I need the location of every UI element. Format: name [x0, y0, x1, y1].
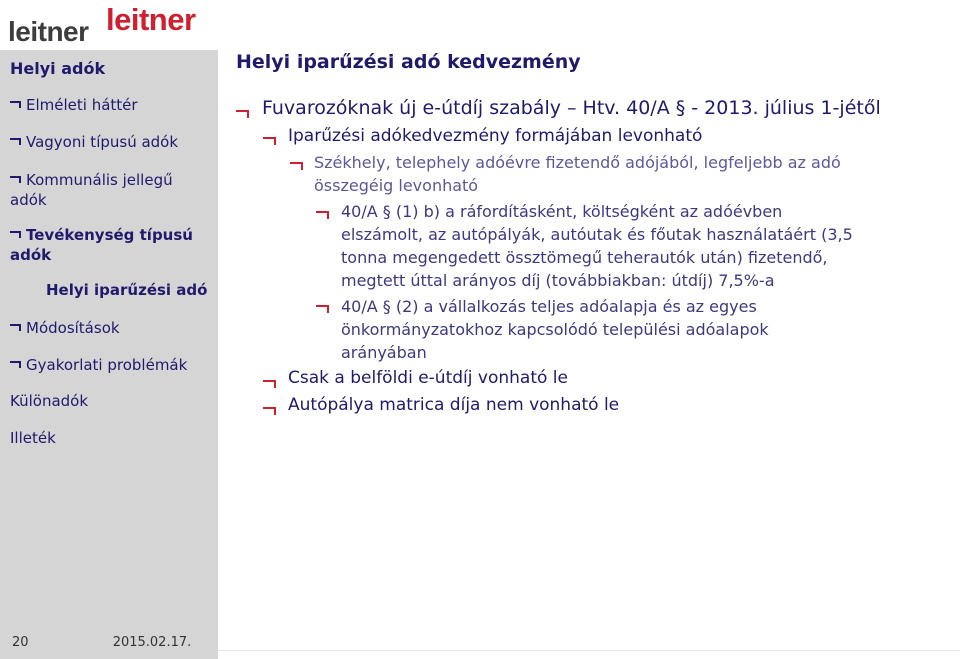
slide-date: 2015.02.17.	[112, 635, 192, 650]
bullet-line: összegéig levonható	[314, 176, 479, 195]
page-title: Helyi iparűzési adó kedvezmény	[236, 51, 581, 73]
bullet-icon	[263, 380, 276, 388]
sidebar-item-label: Elméleti háttér	[26, 96, 138, 114]
sidebar-item-kommunalis[interactable]	[10, 170, 200, 210]
bullet-line: tonna megengedett össztömegű teherautók után) fizetendő,	[341, 248, 828, 267]
divider	[218, 650, 960, 651]
bullet-line: önkormányzatokhoz kapcsolódó települési adóalapok	[341, 320, 769, 339]
bullet-line: arányában	[341, 343, 427, 362]
bullet-line: Székhely, telephely adóévre fizetendő adójából, legfeljebb az adó	[314, 153, 841, 172]
bullet-level-1: Fuvarozóknak új e-útdíj szabály – Htv. 40/A § - 2013. július 1-jétől	[262, 97, 881, 119]
bullet-icon	[236, 110, 249, 118]
bullet-level-4	[341, 295, 769, 364]
sidebar-item-illetek[interactable]: Illeték	[10, 429, 56, 447]
sidebar-item-vagyoni[interactable]	[10, 132, 178, 152]
bullet-line: 40/A § (2) a vállalkozás teljes adóalapja és az egyes	[341, 297, 757, 316]
sidebar-item-tevekenyseg[interactable]	[10, 225, 215, 265]
bullet-line: elszámolt, az autópályák, autóutak és főutak használatáért (3,5	[341, 225, 853, 244]
bullet-icon	[290, 162, 303, 170]
sidebar-item-label: Kommunális jellegű adók	[10, 171, 173, 209]
bullet-icon	[10, 101, 21, 108]
sidebar-item-helyi-iparuzesi[interactable]: Helyi iparűzési adó	[46, 281, 208, 299]
logo-text-dark: leitner	[8, 16, 89, 47]
bullet-level-2: Autópálya matrica díja nem vonható le	[288, 395, 620, 415]
bullet-level-2: Csak a belföldi e-útdíj vonható le	[288, 368, 568, 388]
logo-text-red: leitner	[106, 2, 196, 37]
sidebar-item-label: Tevékenység típusú adók	[10, 226, 193, 264]
bullet-line: megtett úttal arányos díj (továbbiakban: útdíj) 7,5%-a	[341, 271, 775, 290]
page-number: 20	[12, 635, 29, 650]
bullet-icon	[263, 137, 276, 145]
bullet-icon	[10, 138, 21, 145]
bullet-icon	[10, 324, 21, 331]
sidebar-item-label: Vagyoni típusú adók	[26, 133, 179, 151]
sidebar-item-gyakorlati[interactable]	[10, 355, 187, 375]
bullet-icon	[316, 305, 329, 313]
bullet-icon	[10, 176, 21, 183]
bullet-level-4	[341, 200, 853, 292]
sidebar-title[interactable]: Helyi adók	[10, 59, 106, 78]
sidebar-item-modositasok[interactable]	[10, 318, 120, 338]
bullet-level-2: Iparűzési adókedvezmény formájában levonható	[288, 126, 703, 146]
sidebar-item-label: Gyakorlati problémák	[26, 356, 188, 374]
bullet-icon	[316, 211, 329, 219]
sidebar	[0, 50, 218, 659]
bullet-icon	[10, 361, 21, 368]
bullet-line: 40/A § (1) b) a ráfordításként, költségként az adóévben	[341, 202, 783, 221]
sidebar-item-kulonadok[interactable]: Különadók	[10, 392, 89, 410]
sidebar-item-label: Módosítások	[26, 319, 120, 337]
bullet-icon	[263, 407, 276, 415]
bullet-icon	[10, 231, 21, 238]
sidebar-item-elmeleti-hatter[interactable]	[10, 95, 138, 115]
slide-footer	[12, 635, 191, 650]
bullet-level-3	[314, 151, 841, 197]
